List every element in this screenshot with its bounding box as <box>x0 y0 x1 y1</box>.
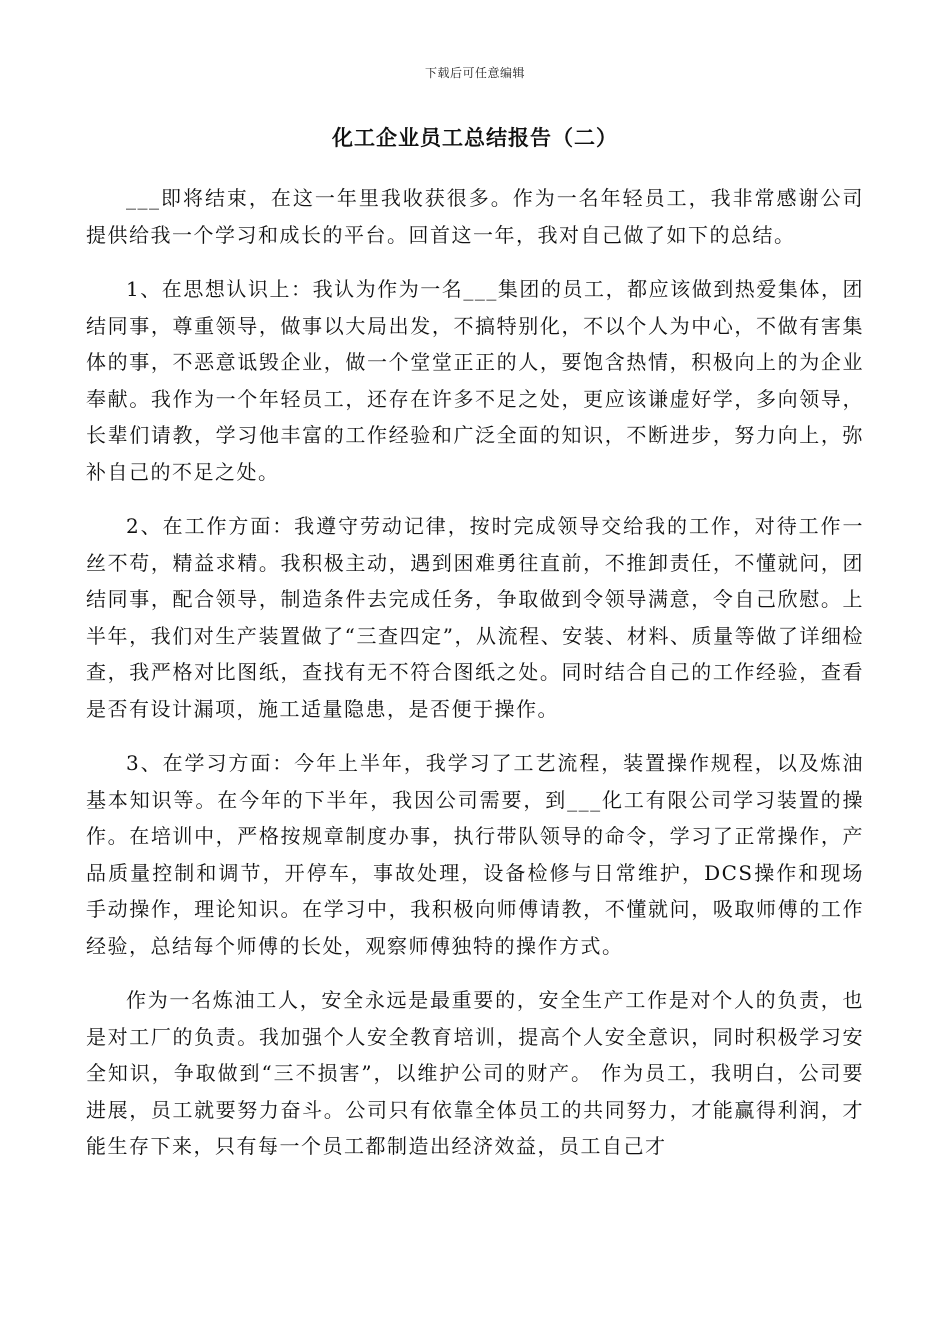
header-note: 下载后可任意编辑 <box>424 66 525 80</box>
paragraph-work: 2、在工作方面：我遵守劳动记律，按时完成领导交给我的工作，对待工作一丝不苟，精益求精。我积极主动，遇到困难勇往直前，不推卸责任，不懂就问，团结同事，配合领导，制造条件去完成任务，争取做到令领导满意，令自己欣慰。上半年，我们对生产装置做了“三查四定”，从流程、安装、材料、质量等做了详细检查，我严格对比图纸，查找有无不符合图纸之处。同时结合自己的工作经验，查看是否有设计漏项，施工适量隐患，是否便于操作。 <box>86 514 864 721</box>
document-title: 化工企业员工总结报告（二） <box>332 125 618 150</box>
paragraph-study: 3、在学习方面：今年上半年，我学习了工艺流程，装置操作规程，以及炼油基本知识等。在今年的下半年，我因公司需要，到___化工有限公司学习装置的操作。在培训中，严格按规章制度办事，执行带队领导的命令，学习了正常操作，产品质量控制和调节，开停车，事故处理，设备检修与日常维护，DCS操作和现场手动操作，理论知识。在学习中，我积极向师傅请教，不懂就问，吸取师傅的工作经验，总结每个师傅的长处，观察师傅独特的操作方式。 <box>86 751 864 958</box>
paragraph-intro: ___即将结束，在这一年里我收获很多。作为一名年轻员工，我非常感谢公司提供给我一个学习和成长的平台。回首这一年，我对自己做了如下的总结。 <box>86 186 864 247</box>
paragraph-thinking: 1、在思想认识上：我认为作为一名___集团的员工，都应该做到热爱集体，团结同事，尊重领导，做事以大局出发，不搞特别化，不以个人为中心，不做有害集体的事，不恶意诋毁企业，做一个堂堂正正的人，要饱含热情，积极向上的为企业奉献。我作为一个年轻员工，还存在许多不足之处，更应该谦虚好学，多向领导，长辈们请教，学习他丰富的工作经验和广泛全面的知识，不断进步，努力向上，弥补自己的不足之处。 <box>86 277 864 484</box>
paragraph-safety: 作为一名炼油工人，安全永远是最重要的，安全生产工作是对个人的负责，也是对工厂的负责。我加强个人安全教育培训，提高个人安全意识，同时积极学习安全知识，争取做到“三不损害”，以维护公司的财产。 作为员工，我明白，公司要进展，员工就要努力奋斗。公司只有依靠全体员工的共同努力，才能赢得利润，才能生存下来，只有每一个员工都制造出经济效益，员工自己才 <box>86 988 864 1158</box>
document-body <box>86 180 864 1183</box>
